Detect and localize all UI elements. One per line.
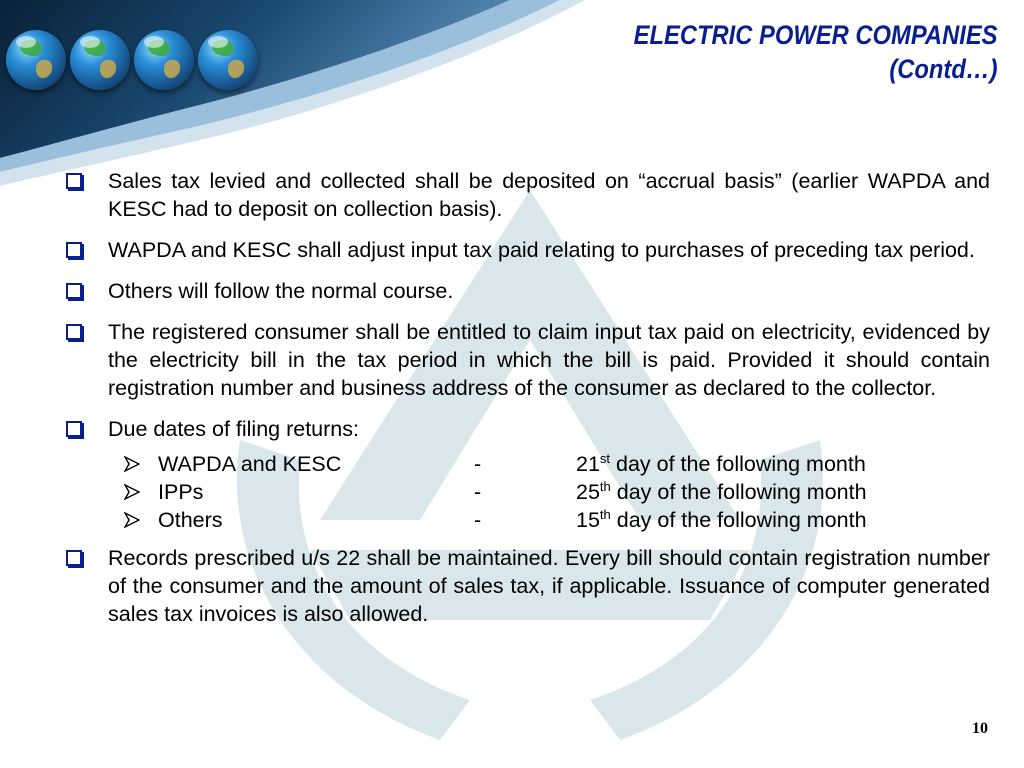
- bullet-text: WAPDA and KESC shall adjust input tax paid relating to purchases of preceding tax period.: [108, 238, 975, 262]
- bullet-text: Records prescribed u/s 22 shall be maintained. Every bill should contain registration number of the consumer and the amount of sales tax, if applicable. Issuance of computer generated sales tax invoices is also allowed.: [108, 546, 990, 626]
- due-date-entity: WAPDA and KESC: [158, 452, 342, 476]
- globe-icon: [6, 30, 66, 90]
- bullet-item: [62, 415, 990, 443]
- arrow-bullet-icon: [124, 512, 140, 528]
- bullet-item: [62, 236, 990, 264]
- bullet-item: [62, 544, 990, 628]
- due-date-dash: -: [474, 508, 482, 532]
- due-date-value: 15th day of the following month: [576, 507, 867, 532]
- due-date-row: [62, 506, 990, 534]
- checkbox-bullet-icon: [66, 421, 82, 437]
- bullet-text: Others will follow the normal course.: [108, 279, 454, 303]
- globe-icon: [134, 30, 194, 90]
- title-line-2: (Contd…): [889, 54, 998, 84]
- bullet-text: Due dates of filing returns:: [108, 417, 359, 441]
- bullet-text: The registered consumer shall be entitled to claim input tax paid on electricity, evidenced by the electricity bill in the tax period in which the bill is paid. Provided it should contain registration number and business address of the consumer as declared to the collector.: [108, 320, 990, 400]
- due-date-row: [62, 450, 990, 478]
- bullet-item: [62, 167, 990, 223]
- due-date-dash: -: [474, 480, 482, 504]
- checkbox-bullet-icon: [66, 242, 82, 258]
- checkbox-bullet-icon: [66, 173, 82, 189]
- bullet-item: [62, 277, 990, 305]
- arrow-bullet-icon: [124, 484, 140, 500]
- title-line-1: ELECTRIC POWER COMPANIES: [634, 20, 998, 50]
- bullet-text: Sales tax levied and collected shall be deposited on “accrual basis” (earlier WAPDA and KESC had to deposit on collection basis).: [108, 169, 990, 221]
- checkbox-bullet-icon: [66, 283, 82, 299]
- globe-icon: [198, 30, 258, 90]
- slide-content: [62, 167, 990, 641]
- due-date-row: [62, 478, 990, 506]
- due-dates-list: [62, 450, 990, 534]
- checkbox-bullet-icon: [66, 324, 82, 340]
- slide-title: [634, 18, 998, 86]
- arrow-bullet-icon: [124, 456, 140, 472]
- bullet-item: [62, 318, 990, 402]
- due-date-entity: Others: [158, 508, 223, 532]
- globe-icon: [70, 30, 130, 90]
- checkbox-bullet-icon: [66, 550, 82, 566]
- due-date-value: 25th day of the following month: [576, 479, 867, 504]
- due-date-entity: IPPs: [158, 480, 204, 504]
- page-number: 10: [972, 720, 988, 737]
- due-date-value: 21st day of the following month: [576, 451, 866, 476]
- due-date-dash: -: [474, 452, 482, 476]
